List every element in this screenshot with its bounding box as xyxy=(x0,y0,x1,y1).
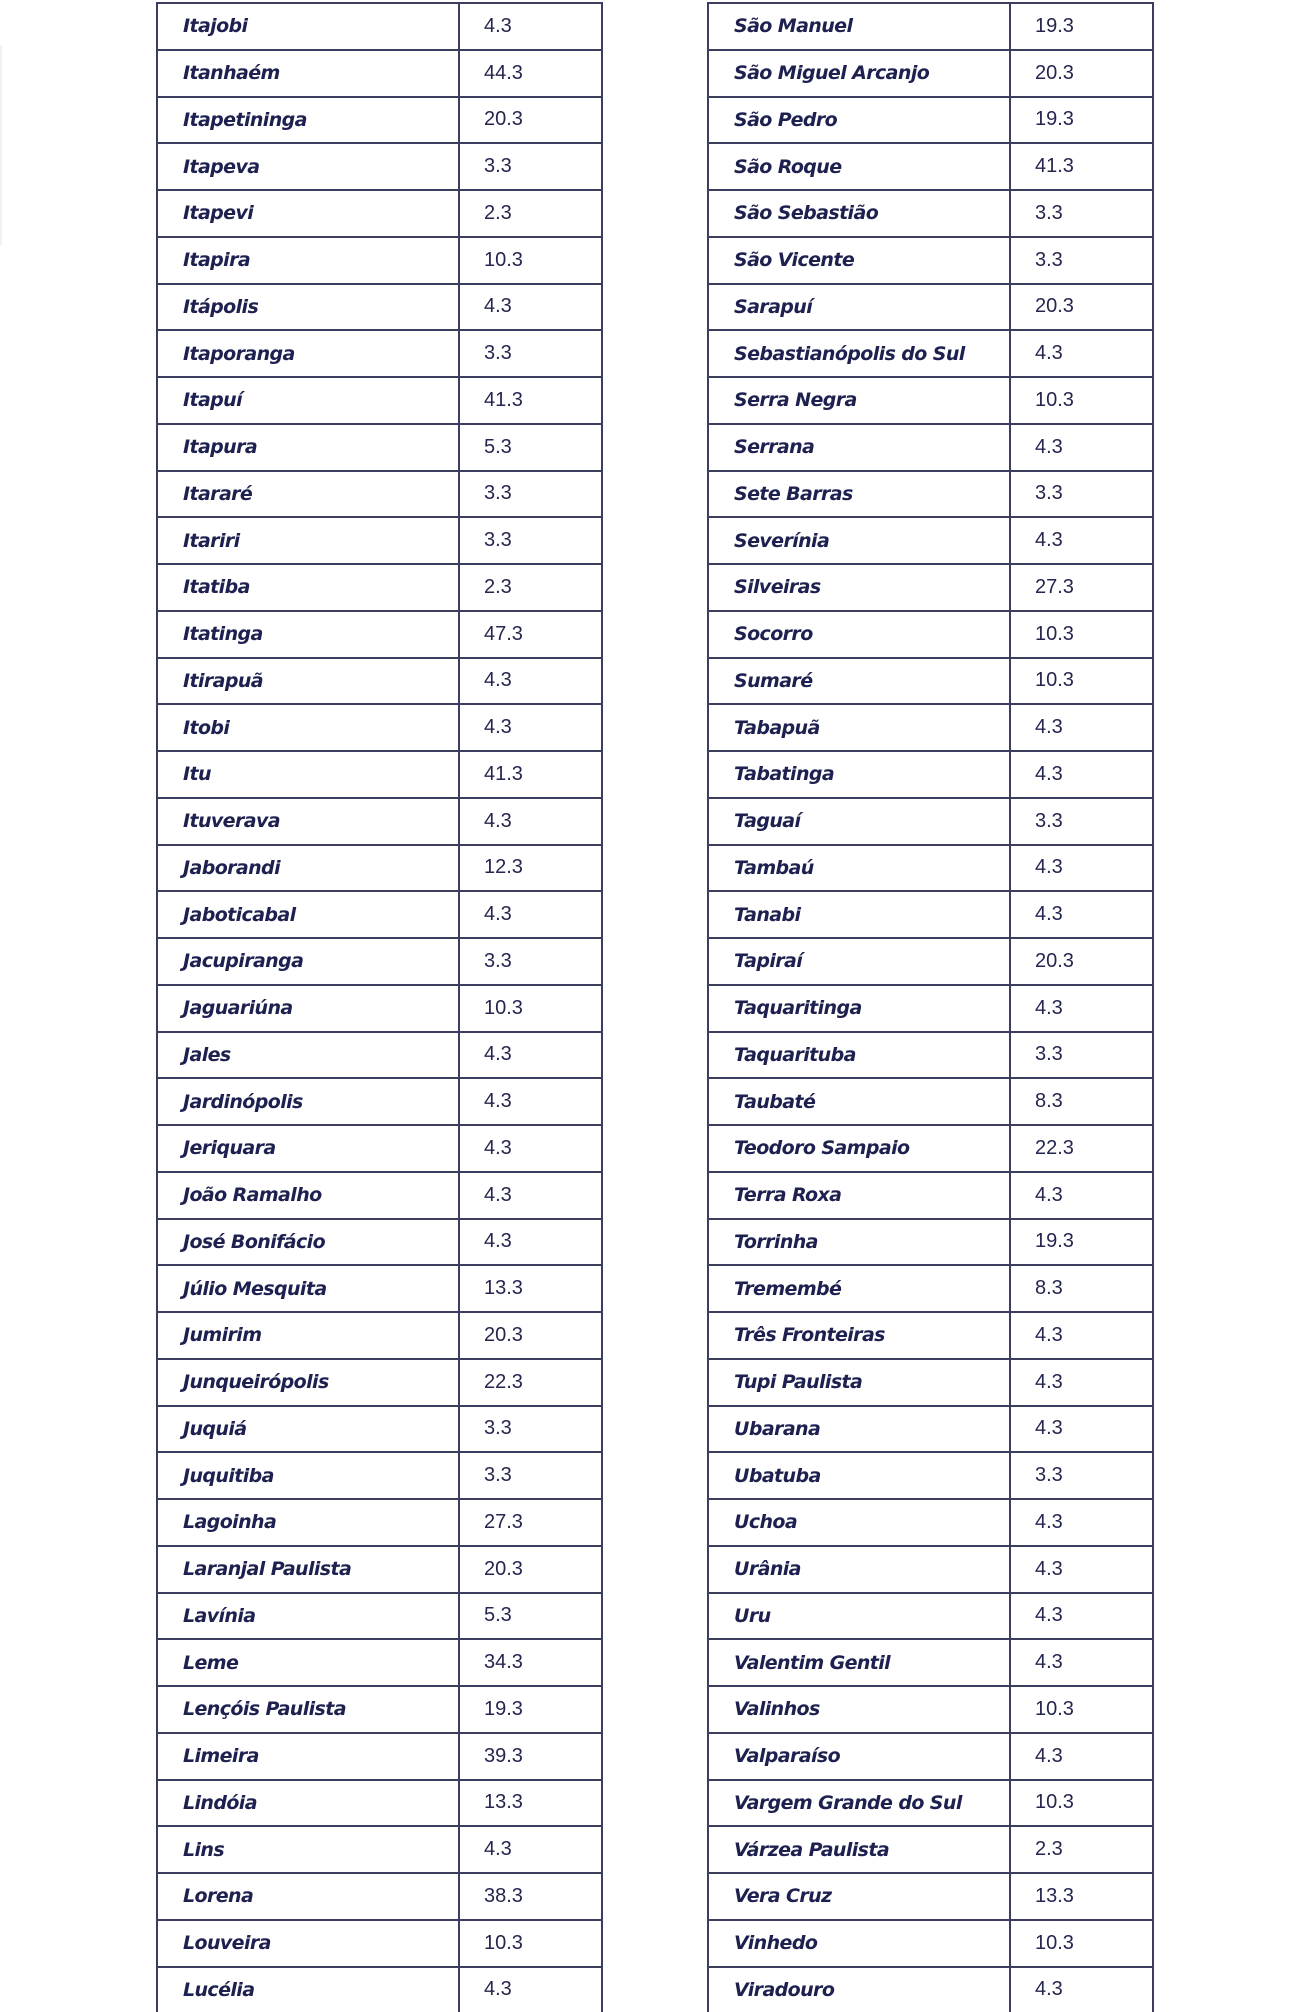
table-row xyxy=(158,470,601,517)
value-cell: 4.3 xyxy=(1011,1313,1152,1358)
municipality-name-cell: Várzea Paulista xyxy=(709,1827,1011,1872)
value-cell: 4.3 xyxy=(1011,1640,1152,1685)
value-cell: 4.3 xyxy=(1011,892,1152,937)
value-cell: 47.3 xyxy=(460,612,601,657)
municipality-name-cell: Lagoinha xyxy=(158,1500,460,1545)
municipality-name-cell: Lins xyxy=(158,1827,460,1872)
value-cell: 4.3 xyxy=(460,892,601,937)
value-cell: 4.3 xyxy=(1011,518,1152,563)
municipality-name-cell: Uchoa xyxy=(709,1500,1011,1545)
value-cell: 27.3 xyxy=(1011,565,1152,610)
value-cell: 20.3 xyxy=(1011,285,1152,330)
table-row xyxy=(158,703,601,750)
value-cell: 41.3 xyxy=(1011,144,1152,189)
table-row xyxy=(709,516,1152,563)
table-row xyxy=(709,1732,1152,1779)
table-row xyxy=(709,890,1152,937)
municipality-name-cell: Taquarituba xyxy=(709,1033,1011,1078)
table-row xyxy=(709,1638,1152,1685)
municipality-name-cell: Itaporanga xyxy=(158,331,460,376)
table-row xyxy=(158,1498,601,1545)
value-cell: 3.3 xyxy=(1011,472,1152,517)
municipality-name-cell: São Roque xyxy=(709,144,1011,189)
table-row xyxy=(158,1218,601,1265)
municipality-name-cell: Itapira xyxy=(158,238,460,283)
municipality-name-cell: São Miguel Arcanjo xyxy=(709,51,1011,96)
table-row xyxy=(709,563,1152,610)
municipality-name-cell: Itu xyxy=(158,752,460,797)
municipality-name-cell: Itápolis xyxy=(158,285,460,330)
municipality-name-cell: Itatinga xyxy=(158,612,460,657)
municipality-name-cell: Ituverava xyxy=(158,799,460,844)
table-row xyxy=(158,657,601,704)
value-cell: 4.3 xyxy=(460,285,601,330)
value-cell: 3.3 xyxy=(460,331,601,376)
table-row xyxy=(709,1031,1152,1078)
municipality-name-cell: Itapevi xyxy=(158,191,460,236)
table-row xyxy=(158,283,601,330)
value-cell: 10.3 xyxy=(460,238,601,283)
table-row xyxy=(158,142,601,189)
value-cell: 4.3 xyxy=(1011,1547,1152,1592)
municipality-name-cell: São Pedro xyxy=(709,98,1011,143)
table-row xyxy=(709,1264,1152,1311)
municipality-name-cell: Valinhos xyxy=(709,1687,1011,1732)
table-row xyxy=(158,1358,601,1405)
value-cell: 19.3 xyxy=(1011,4,1152,49)
municipality-name-cell: Taubaté xyxy=(709,1079,1011,1124)
municipality-name-cell: Limeira xyxy=(158,1734,460,1779)
value-cell: 41.3 xyxy=(460,752,601,797)
table-row xyxy=(709,142,1152,189)
municipality-name-cell: Tapiraí xyxy=(709,939,1011,984)
table-row xyxy=(709,1919,1152,1966)
municipality-name-cell: Serrana xyxy=(709,425,1011,470)
table-row xyxy=(158,2,601,49)
table-row xyxy=(709,937,1152,984)
value-cell: 3.3 xyxy=(460,1453,601,1498)
municipality-name-cell: Louveira xyxy=(158,1921,460,1966)
value-cell: 41.3 xyxy=(460,378,601,423)
municipality-name-cell: Lorena xyxy=(158,1874,460,1919)
value-cell: 19.3 xyxy=(1011,98,1152,143)
value-cell: 4.3 xyxy=(460,4,601,49)
table-row xyxy=(158,1077,601,1124)
municipality-name-cell: Tupi Paulista xyxy=(709,1360,1011,1405)
table-row xyxy=(158,563,601,610)
table-row xyxy=(709,470,1152,517)
value-cell: 4.3 xyxy=(460,1220,601,1265)
municipality-name-cell: Itatiba xyxy=(158,565,460,610)
value-cell: 4.3 xyxy=(1011,986,1152,1031)
page-edge-mark xyxy=(0,45,2,245)
municipality-name-cell: Vinhedo xyxy=(709,1921,1011,1966)
municipality-name-cell: Urânia xyxy=(709,1547,1011,1592)
table-row xyxy=(709,189,1152,236)
table-row xyxy=(158,1638,601,1685)
municipality-name-cell: Torrinha xyxy=(709,1220,1011,1265)
municipality-name-cell: Itirapuã xyxy=(158,659,460,704)
table-row xyxy=(158,937,601,984)
value-cell: 20.3 xyxy=(460,1547,601,1592)
table-row xyxy=(158,890,601,937)
table-row xyxy=(158,984,601,1031)
municipality-name-cell: Lavínia xyxy=(158,1594,460,1639)
value-cell: 4.3 xyxy=(460,1079,601,1124)
table-row xyxy=(158,1451,601,1498)
value-cell: 4.3 xyxy=(1011,846,1152,891)
municipality-name-cell: Itariri xyxy=(158,518,460,563)
municipality-name-cell: José Bonifácio xyxy=(158,1220,460,1265)
municipality-name-cell: Ubarana xyxy=(709,1407,1011,1452)
municipality-name-cell: Itapura xyxy=(158,425,460,470)
table-row xyxy=(709,1872,1152,1919)
municipality-name-cell: Taquaritinga xyxy=(709,986,1011,1031)
municipality-name-cell: Juquiá xyxy=(158,1407,460,1452)
value-cell: 4.3 xyxy=(460,799,601,844)
value-cell: 4.3 xyxy=(460,1033,601,1078)
value-cell: 38.3 xyxy=(460,1874,601,1919)
table-row xyxy=(158,49,601,96)
table-row xyxy=(709,1124,1152,1171)
value-cell: 44.3 xyxy=(460,51,601,96)
value-cell: 4.3 xyxy=(1011,331,1152,376)
value-cell: 3.3 xyxy=(1011,191,1152,236)
municipality-name-cell: Tanabi xyxy=(709,892,1011,937)
table-row xyxy=(709,1171,1152,1218)
municipality-name-cell: Valentim Gentil xyxy=(709,1640,1011,1685)
municipality-name-cell: Jaguariúna xyxy=(158,986,460,1031)
table-row xyxy=(709,329,1152,376)
value-cell: 13.3 xyxy=(460,1781,601,1826)
value-cell: 5.3 xyxy=(460,425,601,470)
municipality-name-cell: João Ramalho xyxy=(158,1173,460,1218)
table-row xyxy=(158,844,601,891)
table-row xyxy=(158,1825,601,1872)
municipality-name-cell: Serra Negra xyxy=(709,378,1011,423)
value-cell: 22.3 xyxy=(1011,1126,1152,1171)
municipality-name-cell: Júlio Mesquita xyxy=(158,1266,460,1311)
municipality-name-cell: Sarapuí xyxy=(709,285,1011,330)
table-row xyxy=(158,1779,601,1826)
value-cell: 19.3 xyxy=(460,1687,601,1732)
value-cell: 4.3 xyxy=(460,1968,601,2012)
value-cell: 3.3 xyxy=(1011,1033,1152,1078)
table-row xyxy=(158,1264,601,1311)
table-row xyxy=(709,236,1152,283)
municipality-name-cell: São Manuel xyxy=(709,4,1011,49)
table-row xyxy=(709,2,1152,49)
value-cell: 8.3 xyxy=(1011,1079,1152,1124)
municipality-name-cell: Teodoro Sampaio xyxy=(709,1126,1011,1171)
table-row xyxy=(709,1779,1152,1826)
table-row xyxy=(158,1685,601,1732)
value-cell: 4.3 xyxy=(1011,1594,1152,1639)
table-row xyxy=(709,750,1152,797)
municipality-name-cell: Tabapuã xyxy=(709,705,1011,750)
table-row xyxy=(709,1498,1152,1545)
value-cell: 3.3 xyxy=(460,144,601,189)
value-cell: 3.3 xyxy=(460,1407,601,1452)
table-row xyxy=(709,283,1152,330)
table-row xyxy=(709,1825,1152,1872)
municipality-name-cell: Leme xyxy=(158,1640,460,1685)
value-cell: 2.3 xyxy=(460,191,601,236)
value-cell: 10.3 xyxy=(1011,659,1152,704)
table-row xyxy=(158,1171,601,1218)
table-row xyxy=(158,1919,601,1966)
municipality-name-cell: Viradouro xyxy=(709,1968,1011,2012)
table-row xyxy=(709,1451,1152,1498)
municipality-name-cell: Itajobi xyxy=(158,4,460,49)
table-row xyxy=(709,657,1152,704)
value-cell: 10.3 xyxy=(1011,1921,1152,1966)
value-cell: 4.3 xyxy=(460,1173,601,1218)
table-row xyxy=(158,750,601,797)
table-row xyxy=(709,1966,1152,2012)
value-cell: 4.3 xyxy=(1011,1173,1152,1218)
municipality-name-cell: Sumaré xyxy=(709,659,1011,704)
value-cell: 4.3 xyxy=(1011,1407,1152,1452)
table-row xyxy=(158,329,601,376)
municipality-name-cell: Itararé xyxy=(158,472,460,517)
municipality-name-cell: São Sebastião xyxy=(709,191,1011,236)
value-cell: 3.3 xyxy=(460,939,601,984)
table-row xyxy=(709,1592,1152,1639)
value-cell: 4.3 xyxy=(460,1126,601,1171)
table-row xyxy=(158,610,601,657)
table-row xyxy=(709,1311,1152,1358)
value-cell: 34.3 xyxy=(460,1640,601,1685)
table-row xyxy=(709,610,1152,657)
value-cell: 4.3 xyxy=(460,1827,601,1872)
value-cell: 27.3 xyxy=(460,1500,601,1545)
table-row xyxy=(709,1218,1152,1265)
municipality-name-cell: Valparaíso xyxy=(709,1734,1011,1779)
municipality-name-cell: Sebastianópolis do Sul xyxy=(709,331,1011,376)
table-row xyxy=(709,984,1152,1031)
value-cell: 5.3 xyxy=(460,1594,601,1639)
municipality-name-cell: Itapuí xyxy=(158,378,460,423)
municipality-name-cell: São Vicente xyxy=(709,238,1011,283)
table-row xyxy=(158,516,601,563)
value-cell: 12.3 xyxy=(460,846,601,891)
table-row xyxy=(158,797,601,844)
value-cell: 8.3 xyxy=(1011,1266,1152,1311)
value-cell: 10.3 xyxy=(1011,1781,1152,1826)
value-cell: 10.3 xyxy=(1011,612,1152,657)
municipality-table-right xyxy=(707,2,1154,2012)
value-cell: 20.3 xyxy=(1011,939,1152,984)
municipality-name-cell: Jaborandi xyxy=(158,846,460,891)
value-cell: 13.3 xyxy=(460,1266,601,1311)
table-row xyxy=(158,1311,601,1358)
value-cell: 20.3 xyxy=(460,98,601,143)
value-cell: 4.3 xyxy=(1011,752,1152,797)
table-row xyxy=(709,1358,1152,1405)
table-row xyxy=(158,1872,601,1919)
municipality-name-cell: Jardinópolis xyxy=(158,1079,460,1124)
value-cell: 3.3 xyxy=(1011,799,1152,844)
value-cell: 4.3 xyxy=(1011,1500,1152,1545)
table-row xyxy=(158,1031,601,1078)
value-cell: 22.3 xyxy=(460,1360,601,1405)
value-cell: 4.3 xyxy=(460,705,601,750)
table-row xyxy=(158,1124,601,1171)
municipality-name-cell: Juquitiba xyxy=(158,1453,460,1498)
table-row xyxy=(158,96,601,143)
municipality-name-cell: Ubatuba xyxy=(709,1453,1011,1498)
municipality-name-cell: Jales xyxy=(158,1033,460,1078)
value-cell: 10.3 xyxy=(1011,378,1152,423)
value-cell: 3.3 xyxy=(460,518,601,563)
table-row xyxy=(158,423,601,470)
table-row xyxy=(158,189,601,236)
value-cell: 19.3 xyxy=(1011,1220,1152,1265)
value-cell: 4.3 xyxy=(460,659,601,704)
table-row xyxy=(158,1545,601,1592)
value-cell: 4.3 xyxy=(1011,425,1152,470)
municipality-name-cell: Terra Roxa xyxy=(709,1173,1011,1218)
municipality-name-cell: Tambaú xyxy=(709,846,1011,891)
value-cell: 10.3 xyxy=(460,1921,601,1966)
table-row xyxy=(709,1405,1152,1452)
value-cell: 4.3 xyxy=(1011,1734,1152,1779)
municipality-name-cell: Vera Cruz xyxy=(709,1874,1011,1919)
table-row xyxy=(158,1405,601,1452)
value-cell: 2.3 xyxy=(460,565,601,610)
table-row xyxy=(709,96,1152,143)
municipality-name-cell: Itanhaém xyxy=(158,51,460,96)
table-row xyxy=(158,236,601,283)
table-row xyxy=(158,1966,601,2012)
value-cell: 13.3 xyxy=(1011,1874,1152,1919)
municipality-name-cell: Itapeva xyxy=(158,144,460,189)
value-cell: 10.3 xyxy=(460,986,601,1031)
municipality-name-cell: Socorro xyxy=(709,612,1011,657)
municipality-name-cell: Itobi xyxy=(158,705,460,750)
municipality-name-cell: Lucélia xyxy=(158,1968,460,2012)
municipality-name-cell: Severínia xyxy=(709,518,1011,563)
municipality-name-cell: Jeriquara xyxy=(158,1126,460,1171)
municipality-table-left xyxy=(156,2,603,2012)
municipality-name-cell: Tabatinga xyxy=(709,752,1011,797)
value-cell: 39.3 xyxy=(460,1734,601,1779)
municipality-name-cell: Jacupiranga xyxy=(158,939,460,984)
value-cell: 4.3 xyxy=(1011,1968,1152,2012)
municipality-name-cell: Vargem Grande do Sul xyxy=(709,1781,1011,1826)
table-row xyxy=(709,49,1152,96)
table-row xyxy=(709,423,1152,470)
table-row xyxy=(709,703,1152,750)
municipality-name-cell: Junqueirópolis xyxy=(158,1360,460,1405)
table-row xyxy=(709,1077,1152,1124)
table-row xyxy=(709,797,1152,844)
municipality-name-cell: Sete Barras xyxy=(709,472,1011,517)
table-row xyxy=(709,1545,1152,1592)
value-cell: 20.3 xyxy=(1011,51,1152,96)
municipality-name-cell: Taguaí xyxy=(709,799,1011,844)
table-row xyxy=(709,1685,1152,1732)
table-row xyxy=(158,376,601,423)
municipality-name-cell: Jumirim xyxy=(158,1313,460,1358)
municipality-name-cell: Silveiras xyxy=(709,565,1011,610)
municipality-name-cell: Uru xyxy=(709,1594,1011,1639)
value-cell: 10.3 xyxy=(1011,1687,1152,1732)
value-cell: 4.3 xyxy=(1011,1360,1152,1405)
municipality-name-cell: Lindóia xyxy=(158,1781,460,1826)
municipality-name-cell: Jaboticabal xyxy=(158,892,460,937)
municipality-name-cell: Itapetininga xyxy=(158,98,460,143)
value-cell: 3.3 xyxy=(460,472,601,517)
value-cell: 4.3 xyxy=(1011,705,1152,750)
municipality-name-cell: Tremembé xyxy=(709,1266,1011,1311)
table-row xyxy=(158,1592,601,1639)
municipality-name-cell: Lençóis Paulista xyxy=(158,1687,460,1732)
value-cell: 3.3 xyxy=(1011,1453,1152,1498)
value-cell: 3.3 xyxy=(1011,238,1152,283)
municipality-name-cell: Laranjal Paulista xyxy=(158,1547,460,1592)
value-cell: 2.3 xyxy=(1011,1827,1152,1872)
table-row xyxy=(158,1732,601,1779)
table-row xyxy=(709,844,1152,891)
value-cell: 20.3 xyxy=(460,1313,601,1358)
table-row xyxy=(709,376,1152,423)
municipality-name-cell: Três Fronteiras xyxy=(709,1313,1011,1358)
